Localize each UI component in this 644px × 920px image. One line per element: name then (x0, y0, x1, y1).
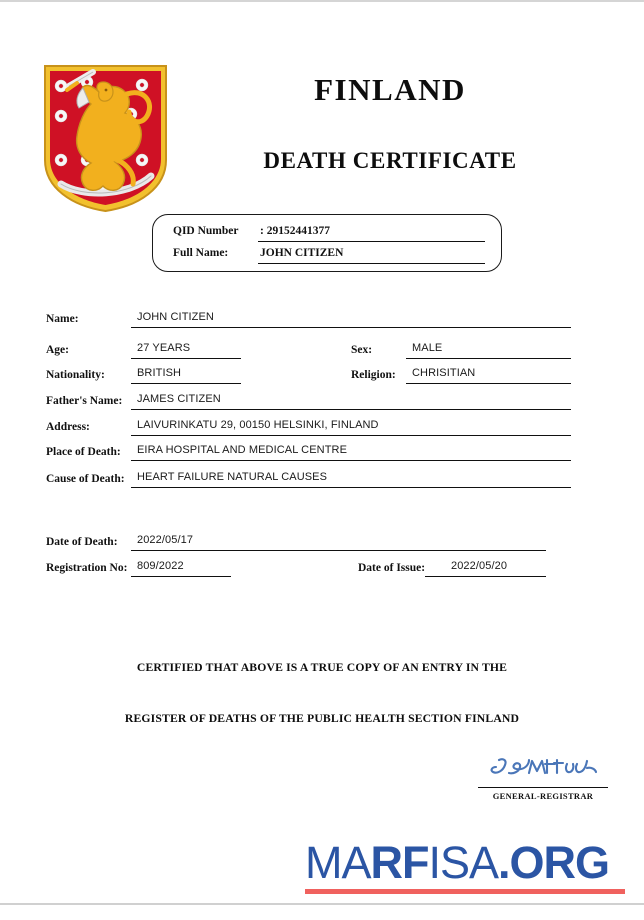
age-field (131, 341, 241, 359)
place-of-death-field (131, 443, 571, 461)
place-of-death-label: Place of Death: (46, 446, 121, 458)
cause-of-death-value: HEART FAILURE NATURAL CAUSES (137, 471, 328, 483)
address-field (131, 418, 571, 436)
date-of-death-value: 2022/05/17 (137, 534, 194, 546)
certification-line-2: REGISTER OF DEATHS OF THE PUBLIC HEALTH SECTION FINLAND (124, 712, 520, 725)
name-label: Name: (46, 313, 79, 325)
watermark-part-4: .ORG (498, 837, 610, 888)
age-label: Age: (46, 344, 69, 356)
qid-number-label: QID Number (173, 225, 239, 237)
cause-of-death-label: Cause of Death: (46, 473, 125, 485)
watermark-text (305, 837, 635, 888)
cause-of-death-field (131, 470, 571, 488)
father-name-value: JAMES CITIZEN (137, 393, 221, 405)
father-name-field (131, 392, 571, 410)
sex-label: Sex: (351, 344, 373, 356)
qid-number-value: : 29152441377 (260, 225, 330, 237)
religion-label: Religion: (351, 369, 396, 381)
address-value: LAIVURINKATU 29, 00150 HELSINKI, FINLAND (137, 419, 379, 431)
watermark-part-3: ISA (428, 837, 499, 888)
signature-caption: GENERAL-REGISTRAR (492, 791, 594, 801)
nationality-label: Nationality: (46, 369, 105, 381)
watermark-part-2: RF (370, 837, 429, 888)
signature-block (478, 754, 608, 801)
document-title: DEATH CERTIFICATE (263, 148, 517, 173)
sex-field (406, 341, 571, 359)
address-label: Address: (46, 421, 90, 433)
sex-value: MALE (412, 342, 443, 354)
date-of-issue-field (425, 559, 546, 577)
signature-line (478, 786, 608, 788)
certification-line-1: CERTIFIED THAT ABOVE IS A TRUE COPY OF AN ENTRY IN THE (136, 661, 508, 674)
place-of-death-value: EIRA HOSPITAL AND MEDICAL CENTRE (137, 444, 348, 456)
date-of-issue-value: 2022/05/20 (451, 560, 508, 572)
religion-field (406, 366, 571, 384)
registration-no-value: 809/2022 (137, 560, 184, 572)
date-of-death-label: Date of Death: (46, 536, 118, 548)
date-of-issue-label: Date of Issue: (358, 562, 426, 574)
nationality-value: BRITISH (137, 367, 182, 379)
name-value: JOHN CITIZEN (137, 311, 214, 323)
page-bottom-rule (0, 903, 644, 905)
watermark-part-1: MA (305, 837, 371, 888)
watermark-underline-bar (305, 889, 625, 894)
age-value: 27 YEARS (137, 342, 191, 354)
qid-fullname-value: JOHN CITIZEN (260, 247, 344, 259)
nationality-field (131, 366, 241, 384)
religion-value: CHRISITIAN (412, 367, 476, 379)
father-name-label: Father's Name: (46, 395, 123, 407)
signature-icon (483, 754, 603, 784)
registration-no-label: Registration No: (46, 562, 128, 574)
marfisa-watermark (305, 837, 635, 894)
registration-no-field (131, 559, 231, 577)
date-of-death-field (131, 533, 546, 551)
qid-fullname-label: Full Name: (173, 247, 229, 259)
name-field (131, 310, 571, 328)
country-title: FINLAND (314, 72, 466, 107)
